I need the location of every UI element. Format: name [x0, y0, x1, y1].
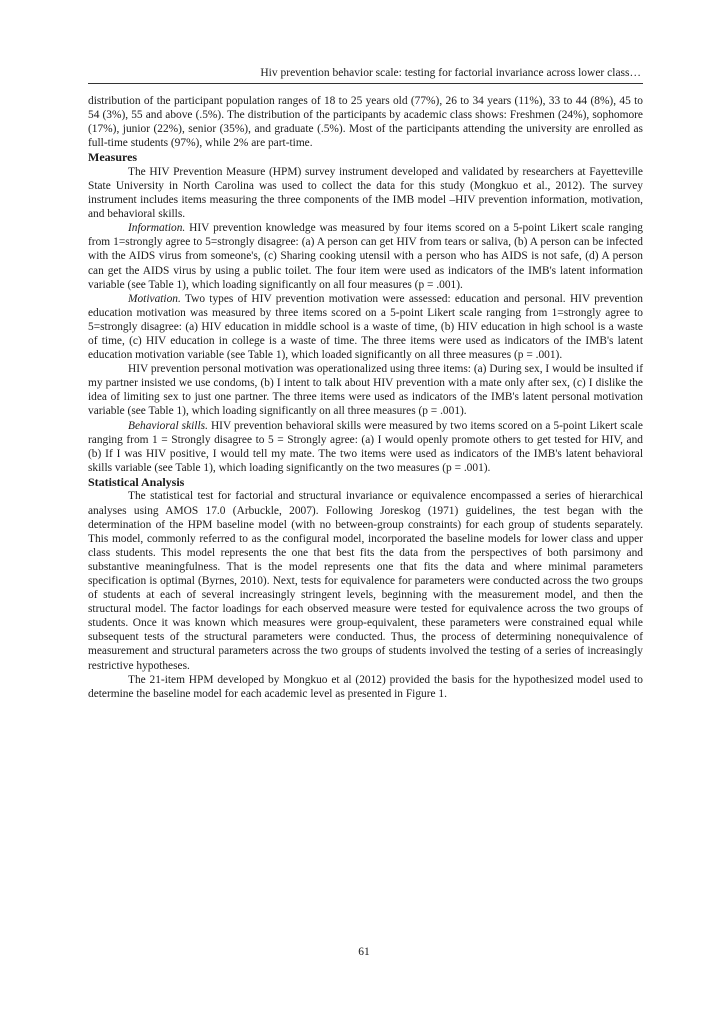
behavioral-skills-paragraph [88, 419, 643, 475]
motivation-paragraph [88, 292, 643, 362]
running-head: Hiv prevention behavior scale: testing for factorial invariance across lower class… [260, 67, 641, 79]
motivation-run-in-heading: Motivation. [128, 292, 181, 305]
baseline-model-paragraph: The 21-item HPM developed by Mongkuo et al (2012) provided the basis for the hypothesized model used to determine the baseline model for each academic level as presented in Figure 1. [88, 673, 643, 700]
measures-heading: Measures [88, 150, 138, 165]
behavioral-skills-text: HIV prevention behavioral skills were measured by two items scored on a 5-point Likert scale ranging from 1 = Strongly disagree to 5 = Strongly agree: (a) I would openly promote others to get tested for HIV, and (b) If I was HIV positive, I would tell my mate. The two items were used as indicators of the IMB's latent behavioral skills variable (see Table 1), which loading significantly on the two measures (p = .001). [88, 419, 643, 474]
behavioral-skills-run-in-heading: Behavioral skills. [128, 419, 208, 432]
article-body [88, 94, 643, 701]
information-paragraph [88, 221, 643, 291]
personal-motivation-paragraph: HIV prevention personal motivation was operationalized using three items: (a) During sex, I would be insulted if my partner insisted we use condoms, (b) I intent to talk about HIV prevention with a mate only after sex, (c) I dislike the idea of limiting sex to just one partner. The three items were used as indicators of the IMB's latent personal motivation variable (see Table 1), which loading significantly on all three measures (p = .001). [88, 363, 643, 418]
information-text: HIV prevention knowledge was measured by four items scored on a 5-point Likert scale ranging from 1=strongly agree to 5=strongly disagree: (a) A person can get HIV from tears or saliva, (b) A person can be infected with the AIDS virus from someone's, (c) Sharing cooking utensil with a person who has AIDS is not safe, (d) A person can get the AIDS virus by using a public toilet. The four item were used as indicators of the IMB's latent information variable (see Table 1), which loading significantly on all four measures (p = .001). [88, 222, 643, 291]
information-run-in-heading: Information. [128, 222, 186, 235]
statistical-analysis-paragraph: The statistical test for factorial and structural invariance or equivalence encompassed a series of hierarchical analyses using AMOS 17.0 (Arbuckle, 2007). Following Joreskog (1971) guidelines, the test began with the determination of the HPM baseline model (with no between-group constraints) for each group of students separately. This model, commonly referred to as the configural model, incorporated the baseline models for lower class and upper class students. This model represents the one that best fits the data from the perspectives of both parsimony and substantive meaningfulness. That is the model represents one that fits the data and where minimal parameters specification is optimal (Byrnes, 2010). Next, tests for equivalence for parameters were conducted across the two groups of students at each of several increasingly stringent levels, beginning with the measurement model, and then the structural model. The factor loadings for each observed measure were tested for equivalence across the two groups of students. Once it was known which measures were group-equivalent, these parameters were constrained equal while subsequent tests of the structural parameters were conducted. Thus, the process of determining nonequivalence of measurement and structural parameters across the two groups of students involved the testing of a series of increasingly restrictive hypotheses. [88, 490, 643, 672]
journal-page [88, 66, 643, 966]
intro-paragraph: distribution of the participant population ranges of 18 to 25 years old (77%), 26 to 34 years (11%), 33 to 44 (8%), 45 to 54 (3%), 55 and above (.5%). The distribution of the participants by academic class shows: Freshmen (24%), sophomore (17%), junior (22%), senior (35%), and graduate (.5%). Most of the participants attending the university are enrolled as full-time students (97%), while 2% are part-time. [88, 95, 643, 150]
header-rule [88, 83, 643, 84]
motivation-text: Two types of HIV prevention motivation were assessed: education and personal. HIV prevention education motivation was measured by three items scored on a 5-point Likert scale ranging from 1=strongly agree to 5=strongly disagree: (a) HIV education in middle school is a waste of time, (b) HIV education in high school is a waste of time, (c) HIV education in college is a waste of time. The three items were used as indicators of the IMB's latent education motivation variable (see Table 1), which loaded significantly on all three measures (p = .001). [88, 292, 643, 362]
statistical-analysis-heading: Statistical Analysis [88, 474, 185, 489]
page-number: 61 [358, 946, 370, 958]
measures-paragraph: The HIV Prevention Measure (HPM) survey instrument developed and validated by researchers at Fayetteville State University in North Carolina was used to collect the data for this study (Mongkuo et al., 2012). The survey instrument includes items measuring the three components of the IMB model –HIV prevention information, motivation, and behavioral skills. [88, 165, 643, 221]
